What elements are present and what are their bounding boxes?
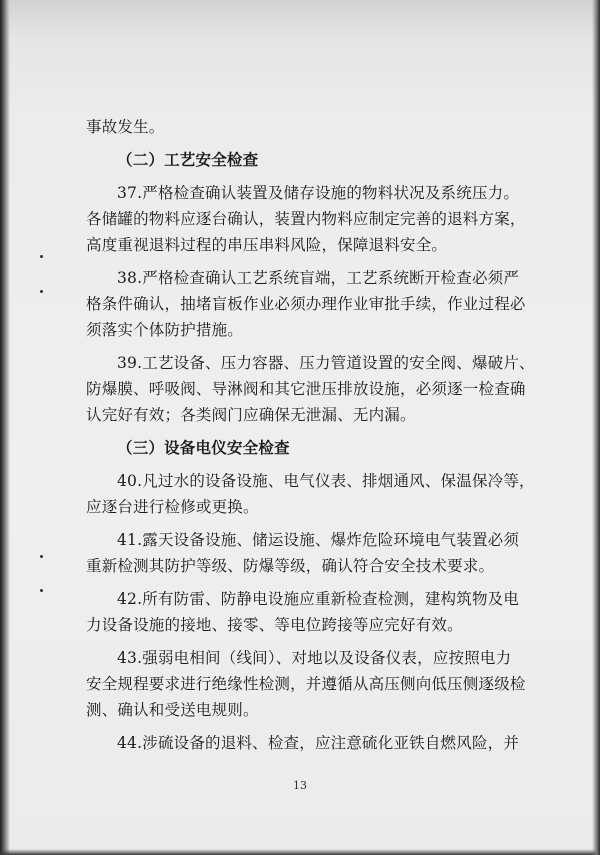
- paragraph-line: 力设备设施的接地、接零、等电位跨接等应完好有效。: [86, 616, 463, 634]
- paragraph-line: 42.所有防雷、防静电设施应重新检查检测，建构筑物及电: [117, 590, 520, 608]
- paragraph-line: 38.严格检查确认工艺系统盲端，工艺系统断开检查必须严: [117, 269, 520, 287]
- section-heading: （二）工艺安全检查: [117, 150, 259, 169]
- section-heading: （三）设备电仪安全检查: [117, 438, 290, 457]
- paragraph-line: 须落实个体防护措施。: [86, 321, 244, 339]
- paragraph-line: 40.凡过水的设备设施、电气仪表、排烟通风、保温保冷等，: [117, 472, 535, 490]
- binding-hole-mark: [40, 255, 43, 258]
- page-bottom-edge: [0, 849, 600, 855]
- paragraph-line: 测、确认和受送电规则。: [86, 701, 259, 719]
- paragraph-line: 各储罐的物料应逐台确认，装置内物料应制定完善的退料方案，: [86, 210, 526, 228]
- paragraph-line: 高度重视退料过程的串压串料风险，保障退料安全。: [86, 236, 448, 254]
- paragraph-line: 43.强弱电相间（线间）、对地以及设备仪表，应按照电力: [117, 649, 512, 667]
- paragraph-line: 44.涉硫设备的退料、检查，应注意硫化亚铁自燃风险，并: [117, 734, 520, 752]
- binding-hole-mark: [40, 555, 43, 558]
- binding-hole-mark: [40, 290, 43, 293]
- paragraph-line: 37.严格检查确认装置及储存设施的物料状况及系统压力。: [117, 184, 520, 202]
- paragraph-line: 41.露天设备设施、储运设施、爆炸危险环境电气装置必须: [117, 531, 520, 549]
- binding-hole-mark: [40, 589, 43, 592]
- paragraph-line: 重新检测其防护等级、防爆等级，确认符合安全技术要求。: [86, 557, 495, 575]
- paragraph-line: 防爆膜、呼吸阀、导淋阀和其它泄压排放设施，必须逐一检查确: [86, 380, 526, 398]
- paragraph-line: 格条件确认，抽堵盲板作业必须办理作业审批手续，作业过程必: [86, 295, 526, 313]
- paragraph-line: 39.工艺设备、压力容器、压力管道设置的安全阀、爆破片、: [117, 354, 535, 372]
- paragraph-line: 认完好有效；各类阀门应确保无泄漏、无内漏。: [86, 406, 416, 424]
- paragraph-line: 应逐台进行检修或更换。: [86, 498, 259, 516]
- paragraph-line: 事故发生。: [86, 118, 165, 136]
- body-text: [86, 114, 535, 756]
- page-number: 13: [293, 779, 307, 792]
- paragraph-line: 安全规程要求进行绝缘性检测，并遵循从高压侧向低压侧逐级检: [86, 675, 526, 693]
